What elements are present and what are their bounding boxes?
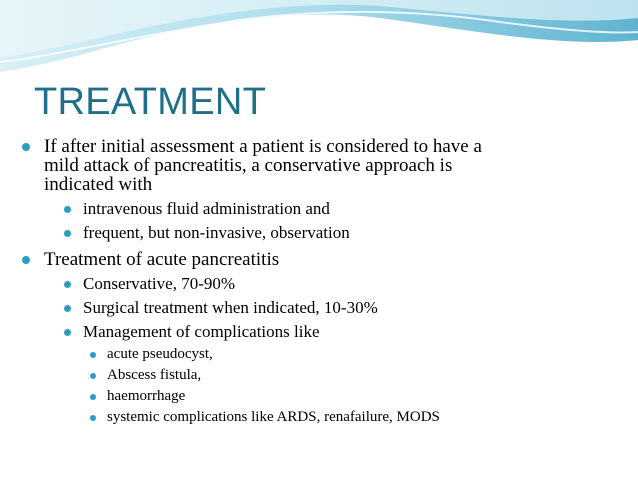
sub-bullet-conservative [22, 272, 622, 296]
bullet-dot-icon [90, 394, 96, 400]
subsub-bullet-pseudocyst [22, 344, 622, 365]
subsub-bullet-text: systemic complications like ARDS, renafailure, MODS [107, 409, 440, 425]
bullet-dot-icon [64, 230, 71, 237]
subsub-bullet-abscess [22, 365, 622, 386]
bullet-conservative-approach [22, 137, 622, 194]
header-wave-decoration [0, 0, 638, 80]
bullet-dot-icon [22, 143, 30, 151]
subsub-bullet-systemic [22, 407, 622, 428]
bullet-dot-icon [90, 415, 96, 421]
subsub-bullet-text: acute pseudocyst, [107, 346, 213, 362]
bullet-treatment-acute [22, 250, 622, 269]
bullet-dot-icon [90, 373, 96, 379]
bullet-text: Treatment of acute pancreatitis [44, 249, 280, 270]
sub-bullet-observation [22, 221, 622, 245]
slide-title: TREATMENT [34, 81, 267, 123]
subsub-bullet-haemorrhage [22, 386, 622, 407]
bullet-text-line: If after initial assessment a patient is considered to have a [44, 136, 482, 157]
bullet-dot-icon [64, 281, 71, 288]
subsub-bullet-text: haemorrhage [107, 388, 186, 404]
bullet-list [22, 137, 622, 428]
sub-bullet-text: intravenous fluid administration and [83, 199, 330, 218]
bullet-dot-icon [90, 352, 96, 358]
sub-bullet-text: Surgical treatment when indicated, 10-30% [83, 298, 378, 317]
bullet-text-line: indicated with [44, 174, 153, 195]
bullet-dot-icon [64, 329, 71, 336]
sub-bullet-text: frequent, but non-invasive, observation [83, 223, 350, 242]
subsub-bullet-text: Abscess fistula, [107, 367, 202, 383]
bullet-text-line: mild attack of pancreatitis, a conservative approach is [44, 155, 453, 176]
sub-bullet-iv-fluid [22, 197, 622, 221]
sub-bullet-complications [22, 320, 622, 344]
bullet-dot-icon [64, 206, 71, 213]
sub-bullet-text: Conservative, 70-90% [83, 274, 236, 293]
sub-bullet-text: Management of complications like [83, 322, 320, 341]
bullet-dot-icon [22, 256, 30, 264]
sub-bullet-surgical [22, 296, 622, 320]
bullet-dot-icon [64, 305, 71, 312]
